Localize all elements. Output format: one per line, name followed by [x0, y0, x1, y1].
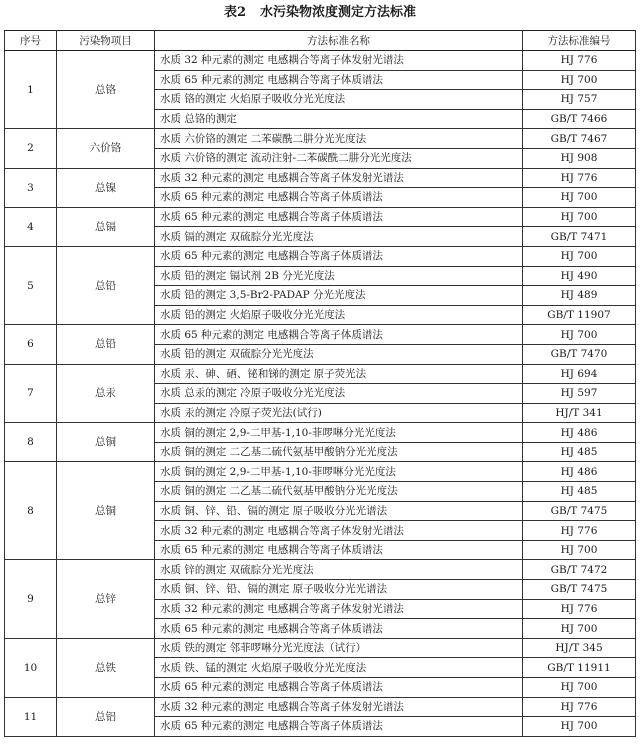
- header-code: 方法标准编号: [523, 31, 636, 51]
- row-number: 11: [5, 697, 57, 736]
- method-code: HJ 776: [523, 168, 636, 188]
- method-name: 水质 32 种元素的测定 电感耦合等离子体发射光谱法: [155, 697, 523, 717]
- method-code: HJ 700: [523, 207, 636, 227]
- method-name: 水质 铜的测定 2,9-二甲基-1,10-菲啰啉分光光度法: [155, 462, 523, 482]
- method-name: 水质 总铬的测定: [155, 109, 523, 129]
- row-number: 8: [5, 423, 57, 462]
- method-name: 水质 铅的测定 镉试剂 2B 分光光度法: [155, 266, 523, 286]
- method-code: GB/T 7470: [523, 344, 636, 364]
- method-code: GB/T 7467: [523, 129, 636, 149]
- row-number: 8: [5, 462, 57, 560]
- method-code: HJ 700: [523, 70, 636, 90]
- method-code: HJ 485: [523, 482, 636, 502]
- row-number: 10: [5, 638, 57, 697]
- methods-table: [4, 30, 636, 737]
- method-name: 水质 65 种元素的测定 电感耦合等离子体质谱法: [155, 246, 523, 266]
- table-title: 水污染物浓度测定方法标准: [260, 5, 417, 20]
- table-row: [5, 697, 636, 717]
- pollutant-item: 总铜: [57, 462, 155, 560]
- method-name: 水质 六价铬的测定 二苯碳酰二肼分光光度法: [155, 129, 523, 149]
- row-number: 6: [5, 325, 57, 364]
- table-row: [5, 325, 636, 345]
- method-name: 水质 六价铬的测定 流动注射-二苯碳酰二肼分光光度法: [155, 148, 523, 168]
- table-caption: [0, 2, 640, 24]
- method-name: 水质 铅的测定 双硫腙分光光度法: [155, 344, 523, 364]
- table-row: [5, 207, 636, 227]
- method-name: 水质 65 种元素的测定 电感耦合等离子体质谱法: [155, 70, 523, 90]
- method-name: 水质 铅的测定 3,5-Br2-PADAP 分光光度法: [155, 286, 523, 306]
- method-code: HJ 776: [523, 697, 636, 717]
- pollutant-item: 总铅: [57, 246, 155, 324]
- method-name: 水质 铜的测定 2,9-二甲基-1,10-菲啰啉分光光度法: [155, 423, 523, 443]
- header-no: 序号: [5, 31, 57, 51]
- method-name: 水质 65 种元素的测定 电感耦合等离子体质谱法: [155, 207, 523, 227]
- row-number: 3: [5, 168, 57, 207]
- method-code: GB/T 11911: [523, 658, 636, 678]
- method-code: HJ 700: [523, 246, 636, 266]
- method-name: 水质 铜的测定 二乙基二硫代氨基甲酸钠分光光度法: [155, 442, 523, 462]
- method-name: 水质 65 种元素的测定 电感耦合等离子体质谱法: [155, 678, 523, 698]
- method-code: GB/T 7475: [523, 580, 636, 600]
- method-name: 水质 铁、锰的测定 火焰原子吸收分光光度法: [155, 658, 523, 678]
- pollutant-item: 总铬: [57, 51, 155, 129]
- method-name: 水质 铜、锌、铅、镉的测定 原子吸收分光光谱法: [155, 501, 523, 521]
- method-code: HJ 490: [523, 266, 636, 286]
- table-row: [5, 51, 636, 71]
- method-code: HJ 908: [523, 148, 636, 168]
- method-code: HJ 776: [523, 51, 636, 71]
- method-name: 水质 32 种元素的测定 电感耦合等离子体发射光谱法: [155, 168, 523, 188]
- method-code: HJ 489: [523, 286, 636, 306]
- table-body: [5, 51, 636, 737]
- method-name: 水质 铬的测定 火焰原子吸收分光光度法: [155, 90, 523, 110]
- pollutant-item: 总镍: [57, 168, 155, 207]
- method-name: 水质 铜、锌、铅、镉的测定 原子吸收分光光谱法: [155, 580, 523, 600]
- method-code: HJ 757: [523, 90, 636, 110]
- method-code: HJ 700: [523, 540, 636, 560]
- pollutant-item: 总铝: [57, 697, 155, 736]
- pollutant-item: 总铁: [57, 638, 155, 697]
- method-code: GB/T 7471: [523, 227, 636, 247]
- method-name: 水质 32 种元素的测定 电感耦合等离子体发射光谱法: [155, 599, 523, 619]
- method-name: 水质 锌的测定 双硫腙分光光度法: [155, 560, 523, 580]
- table-row: [5, 560, 636, 580]
- method-code: HJ 597: [523, 384, 636, 404]
- method-name: 水质 汞、砷、硒、铋和锑的测定 原子荧光法: [155, 364, 523, 384]
- method-code: HJ 485: [523, 442, 636, 462]
- table-row: [5, 423, 636, 443]
- method-code: HJ 776: [523, 521, 636, 541]
- method-code: HJ 700: [523, 717, 636, 737]
- method-name: 水质 铅的测定 火焰原子吸收分光光度法: [155, 305, 523, 325]
- table-number: 表2: [223, 5, 247, 20]
- method-code: GB/T 7472: [523, 560, 636, 580]
- method-name: 水质 65 种元素的测定 电感耦合等离子体质谱法: [155, 717, 523, 737]
- method-name: 水质 65 种元素的测定 电感耦合等离子体质谱法: [155, 188, 523, 208]
- method-code: HJ 700: [523, 188, 636, 208]
- table-row: [5, 168, 636, 188]
- method-name: 水质 镉的测定 双硫腙分光光度法: [155, 227, 523, 247]
- row-number: 7: [5, 364, 57, 423]
- pollutant-item: 总汞: [57, 364, 155, 423]
- table-row: [5, 462, 636, 482]
- pollutant-item: 总锌: [57, 560, 155, 638]
- method-code: HJ 700: [523, 678, 636, 698]
- method-name: 水质 32 种元素的测定 电感耦合等离子体发射光谱法: [155, 521, 523, 541]
- method-code: HJ/T 345: [523, 638, 636, 658]
- table-header-row: [5, 31, 636, 51]
- method-code: HJ 486: [523, 462, 636, 482]
- table-row: [5, 638, 636, 658]
- row-number: 1: [5, 51, 57, 129]
- method-name: 水质 总汞的测定 冷原子吸收分光光度法: [155, 384, 523, 404]
- pollutant-item: 六价铬: [57, 129, 155, 168]
- table-row: [5, 129, 636, 149]
- method-code: HJ 700: [523, 619, 636, 639]
- method-code: GB/T 11907: [523, 305, 636, 325]
- row-number: 5: [5, 246, 57, 324]
- method-name: 水质 汞的测定 冷原子荧光法(试行): [155, 403, 523, 423]
- method-code: HJ 694: [523, 364, 636, 384]
- method-code: HJ/T 341: [523, 403, 636, 423]
- pollutant-item: 总铅: [57, 325, 155, 364]
- row-number: 4: [5, 207, 57, 246]
- method-name: 水质 铁的测定 邻菲啰啉分光光度法（试行）: [155, 638, 523, 658]
- row-number: 2: [5, 129, 57, 168]
- pollutant-item: 总镉: [57, 207, 155, 246]
- method-code: HJ 700: [523, 325, 636, 345]
- method-name: 水质 65 种元素的测定 电感耦合等离子体质谱法: [155, 325, 523, 345]
- method-code: GB/T 7475: [523, 501, 636, 521]
- method-code: HJ 486: [523, 423, 636, 443]
- header-item: 污染物项目: [57, 31, 155, 51]
- method-name: 水质 65 种元素的测定 电感耦合等离子体质谱法: [155, 619, 523, 639]
- method-name: 水质 铜的测定 二乙基二硫代氨基甲酸钠分光光度法: [155, 482, 523, 502]
- header-method: 方法标准名称: [155, 31, 523, 51]
- row-number: 9: [5, 560, 57, 638]
- pollutant-item: 总铜: [57, 423, 155, 462]
- method-name: 水质 32 种元素的测定 电感耦合等离子体发射光谱法: [155, 51, 523, 71]
- table-row: [5, 364, 636, 384]
- method-name: 水质 65 种元素的测定 电感耦合等离子体质谱法: [155, 540, 523, 560]
- method-code: HJ 776: [523, 599, 636, 619]
- method-code: GB/T 7466: [523, 109, 636, 129]
- table-row: [5, 246, 636, 266]
